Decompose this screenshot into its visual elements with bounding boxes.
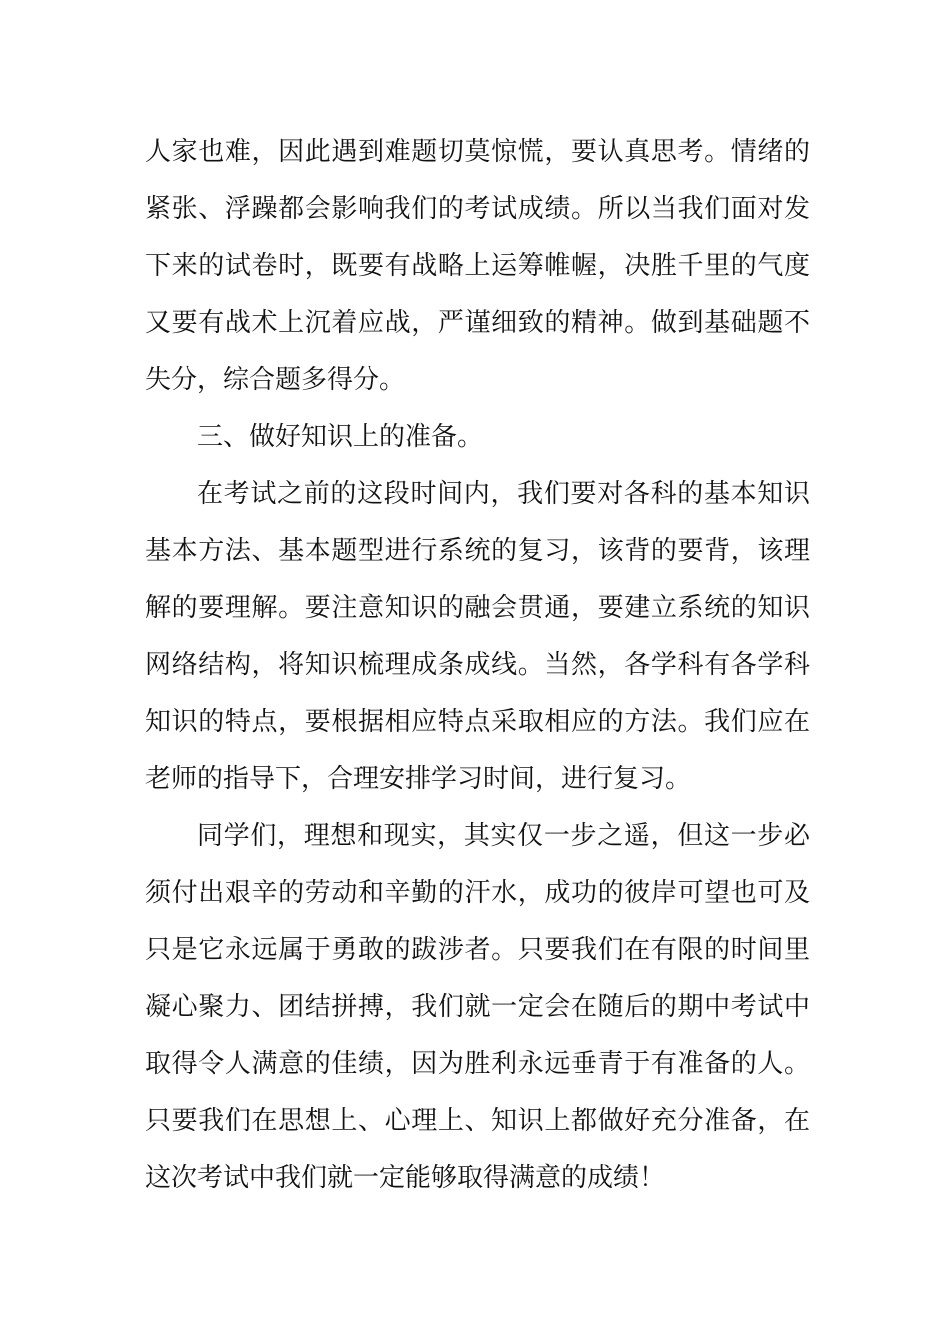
paragraph-2-line-6: 老师的指导下，合理安排学习时间，进行复习。 <box>145 764 692 794</box>
paragraph-3-line-1: 同学们，理想和现实，其实仅一步之遥，但这一步必 <box>197 821 810 851</box>
paragraph-2-line-5: 知识的特点，要根据相应特点采取相应的方法。我们应在 <box>145 707 810 737</box>
paragraph-2-line-4: 网络结构，将知识梳理成条成线。当然，各学科有各学科 <box>145 650 810 680</box>
paragraph-3-line-5: 取得令人满意的佳绩，因为胜利永远垂青于有准备的人。 <box>145 1049 810 1079</box>
paragraph-1-line-2: 紧张、浮躁都会影响我们的考试成绩。所以当我们面对发 <box>145 194 810 224</box>
paragraph-1-line-5: 失分，综合题多得分。 <box>145 365 406 395</box>
paragraph-1-line-3: 下来的试卷时，既要有战略上运筹帷幄，决胜千里的气度 <box>145 251 810 281</box>
paragraph-2-line-1: 在考试之前的这段时间内，我们要对各科的基本知识 <box>197 479 810 509</box>
section-heading: 三、做好知识上的准备。 <box>197 422 484 452</box>
paragraph-1-line-4: 又要有战术上沉着应战，严谨细致的精神。做到基础题不 <box>145 308 810 338</box>
paragraph-3-line-7: 这次考试中我们就一定能够取得满意的成绩！ <box>145 1163 666 1193</box>
paragraph-3-line-6: 只要我们在思想上、心理上、知识上都做好充分准备，在 <box>145 1106 810 1136</box>
paragraph-3-line-3: 只是它永远属于勇敢的跋涉者。只要我们在有限的时间里 <box>145 935 810 965</box>
paragraph-2-line-3: 解的要理解。要注意知识的融会贯通，要建立系统的知识 <box>145 593 810 623</box>
paragraph-1-line-1: 人家也难，因此遇到难题切莫惊慌，要认真思考。情绪的 <box>145 137 810 167</box>
paragraph-3-line-4: 凝心聚力、团结拼搏，我们就一定会在随后的期中考试中 <box>145 992 810 1022</box>
paragraph-2-line-2: 基本方法、基本题型进行系统的复习，该背的要背，该理 <box>145 536 810 566</box>
paragraph-3-line-2: 须付出艰辛的劳动和辛勤的汗水，成功的彼岸可望也可及 <box>145 878 810 908</box>
